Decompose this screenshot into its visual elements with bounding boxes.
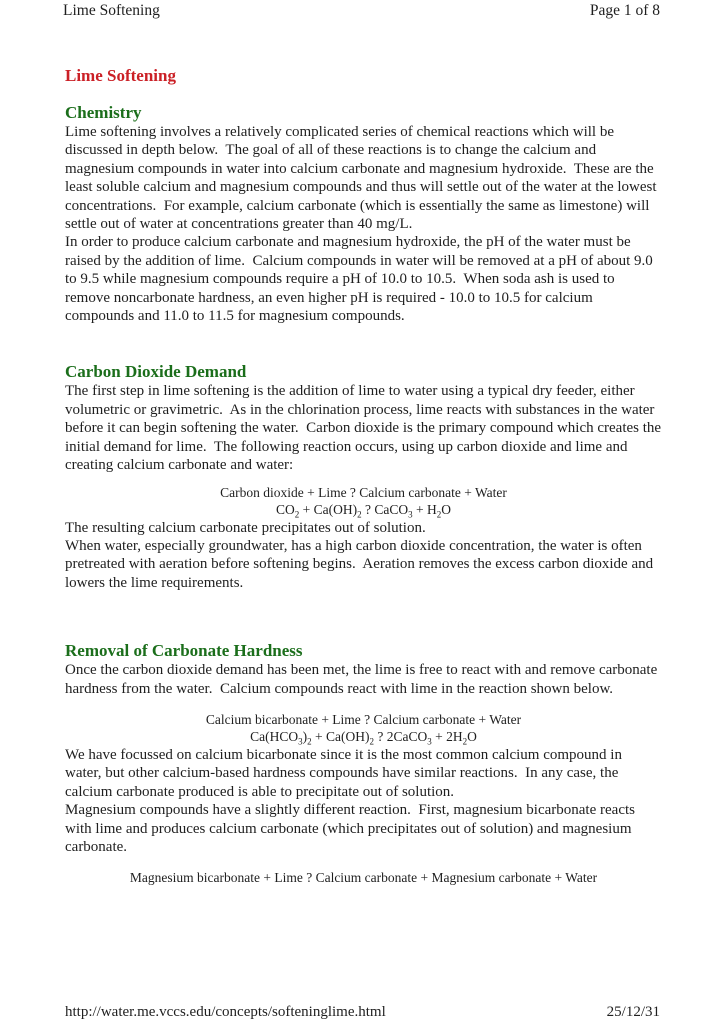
chemical-formula-co2: $CO_2 + Ca(OH)_2$ ? CaCO$_3$ + $H_2O$ <box>276 502 451 520</box>
paragraph-carbonate-1: Once the carbon dioxide demand has been met, the lime is free to react with and remove carbonate hardness from the water. Calcium compounds react with lime in the reaction shown below. <box>65 662 662 697</box>
running-header-page-number: Page 1 of 8 <box>589 2 660 19</box>
paragraph-carbonate-3: Magnesium compounds have a slightly different reaction. First, magnesium bicarbonate reacts with lime and produces calcium carbonate (which precipitates out of solution) and magnesium carbonate. <box>65 802 639 855</box>
paragraph-co2-2: The resulting calcium carbonate precipitates out of solution. <box>65 519 426 536</box>
footer-url: http://water.me.vccs.edu/concepts/softeninglime.html <box>65 1004 386 1020</box>
page-title: Lime Softening <box>65 66 176 85</box>
equation-block-magnesium <box>65 869 662 887</box>
word-equation-carbonate: Calcium bicarbonate + Lime ? Calcium carbonate + Water <box>205 711 522 727</box>
word-equation-magnesium: Magnesium bicarbonate + Lime ? Calcium carbonate + Magnesium carbonate + Water <box>129 870 598 886</box>
equation-block-co2 <box>65 484 662 519</box>
footer-date: 25/12/31 <box>606 1004 660 1020</box>
paragraph-co2-1: The first step in lime softening is the addition of lime to water using a typical dry feeder, either volumetric or gravimetric. As in the chlorination process, lime reacts with substances in the water before it can begin softening the water. Carbon dioxide is the primary compound which creates the initial demand for lime. The following reaction occurs, using up carbon dioxide and lime and creating calcium carbonate and water: <box>65 383 665 474</box>
paragraph-chemistry-2: In order to produce calcium carbonate and magnesium hydroxide, the pH of the water must be raised by the addition of lime. Calcium compounds in water will be removed at a pH of about 9.0 to 9.5 while magnesium compounds require a pH of 10.0 to 10.5. When soda ash is used to remove noncarbonate hardness, an even higher pH is required - 10.0 to 10.5 for calcium compounds and 11.0 to 11.5 for magnesium compounds. <box>65 234 657 325</box>
section-heading-chemistry: Chemistry <box>65 103 142 122</box>
section-heading-carbon-dioxide-demand: Carbon Dioxide Demand <box>65 362 247 382</box>
chemical-formula-carbonate: $Ca(HCO_3)_2 + Ca(OH)_2$ ? 2CaCO$_3$ + $2H_2O$ <box>250 729 477 748</box>
running-header-title: Lime Softening <box>63 2 160 19</box>
equation-block-carbonate <box>65 711 662 746</box>
paragraph-chemistry-1: Lime softening involves a relatively complicated series of chemical reactions which will be discussed in depth below. The goal of all of these reactions is to change the calcium and magnesium compounds in water into calcium carbonate and magnesium hydroxide. These are the least soluble calcium and magnesium compounds and thus will settle out of the water at the lowest concentrations. For example, calcium carbonate (which is essentially the same as limestone) will settle out of water at concentrations greater than 40 mg/L. <box>65 124 661 233</box>
running-header <box>63 2 660 20</box>
section-heading-carbonate-hardness: Removal of Carbonate Hardness <box>65 641 303 661</box>
paragraph-carbonate-2: We have focussed on calcium bicarbonate since it is the most common calcium compound in water, but other calcium-based hardness compounds have similar reactions. In any case, the calcium carbonate produced is able to precipitate out of solution. <box>65 746 626 800</box>
running-footer <box>65 1003 660 1021</box>
paragraph-co2-3: When water, especially groundwater, has a high carbon dioxide concentration, the water is often pretreated with aeration before softening begins. Aeration removes the excess carbon dioxide and lowers the lime requirements. <box>65 537 657 591</box>
word-equation-co2: Carbon dioxide + Lime ? Calcium carbonate + Water <box>220 484 507 500</box>
